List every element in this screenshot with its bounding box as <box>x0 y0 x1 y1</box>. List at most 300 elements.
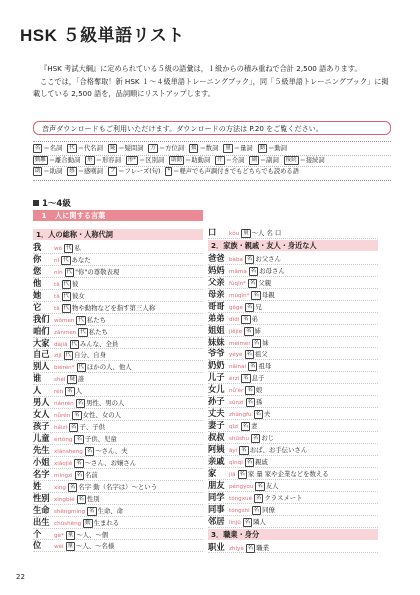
pos-tag: 介 <box>217 156 223 163</box>
pos-tag: 副 <box>251 156 257 163</box>
word: 她 <box>33 289 42 300</box>
word-list <box>33 242 203 552</box>
legend-label: ＝助詞 <box>43 168 63 175</box>
pinyin: nín <box>54 269 63 276</box>
pos-tag: 名 <box>247 387 253 394</box>
legend-label: ＝介詞 <box>225 156 245 164</box>
pos-tag: 名 <box>253 506 260 513</box>
pos-tag: 名 <box>239 470 245 477</box>
word-row <box>33 517 203 529</box>
word: 先生 <box>33 444 50 455</box>
meaning: 父親 <box>258 278 272 287</box>
pos-tag: 名 <box>247 399 253 406</box>
word: 同事 <box>208 503 225 514</box>
page-number: 22 <box>16 573 25 581</box>
meaning: 職業 <box>256 543 269 552</box>
word: 我 <box>33 242 42 252</box>
word-row <box>33 326 203 338</box>
word-row <box>33 409 203 421</box>
word-row <box>208 516 378 528</box>
legend-item <box>67 168 103 175</box>
pinyin: dàjiā <box>54 341 68 348</box>
word-row <box>33 373 203 385</box>
pinyin: nǐ <box>54 257 60 264</box>
pos-tag: 名 <box>78 495 84 502</box>
meaning: 友人 <box>265 481 279 490</box>
word-row <box>33 302 203 314</box>
pos-tag: 助 <box>35 168 41 174</box>
pinyin: míngzi <box>54 472 73 479</box>
legend-label: ＝軽声でも声調付きでもどちらでも読める語 <box>173 168 300 175</box>
word: 女人 <box>33 409 50 420</box>
word-row <box>208 384 378 396</box>
word: 朋友 <box>208 479 225 490</box>
word: 亲戚 <box>208 455 225 466</box>
legend-item <box>33 157 80 164</box>
word: 位 <box>33 540 42 551</box>
word: 它 <box>33 301 42 312</box>
pos-tag: 疑 <box>109 145 116 151</box>
word: 妹妹 <box>208 336 225 347</box>
word: 自己 <box>33 349 50 360</box>
word-list <box>208 542 378 554</box>
word: 职业 <box>208 541 225 552</box>
category-number: 1 <box>41 211 47 220</box>
word-row <box>208 480 378 492</box>
category-band <box>33 210 203 221</box>
pinyin: xiǎojiě <box>54 460 73 467</box>
legend-label: ＝助動詞 <box>184 156 211 164</box>
meaning: 子、子供 <box>79 423 105 432</box>
pos-tag: 量 <box>67 543 73 550</box>
word: 妈妈 <box>208 264 225 275</box>
pos-tag: 助動 <box>171 156 182 163</box>
pos-tag: 名 <box>246 327 252 334</box>
meaning: 姉 <box>254 326 261 335</box>
pos-tag: 動 <box>85 519 91 526</box>
pos-tag: 名 <box>244 518 251 525</box>
pinyin: shēngmìng <box>54 508 86 515</box>
word-row <box>33 338 203 350</box>
legend-label: ＝副詞 <box>259 156 279 164</box>
word-row <box>33 529 203 541</box>
pinyin: nǚ'ér <box>229 388 244 395</box>
pinyin: gè* <box>54 532 64 539</box>
meaning: 娘 <box>255 386 263 395</box>
pos-tag: 代 <box>66 268 73 275</box>
pinyin: biérén* <box>54 365 75 372</box>
word: 小姐 <box>33 456 50 467</box>
pos-tag: 形* <box>127 156 136 163</box>
pinyin: mèimei <box>229 340 250 347</box>
meaning: 私たち <box>86 315 107 324</box>
pinyin: shūshu <box>229 436 250 442</box>
word: 家 <box>208 467 217 478</box>
meaning: ～さん、お嬢さん <box>84 458 137 467</box>
word: 他 <box>33 277 42 288</box>
pinyin: zánmen <box>54 329 77 336</box>
pos-tag: 名 <box>253 291 259 298</box>
word: 出生 <box>33 516 50 527</box>
meaning: 私たち <box>88 327 108 336</box>
pinyin: nǎinai <box>229 364 247 371</box>
subsection-header: 3．職業・身分 <box>208 529 378 540</box>
pinyin: tā <box>54 305 60 312</box>
legend-label: ＝動詞 <box>268 145 287 152</box>
meaning: クラスメート <box>264 493 303 502</box>
legend-item <box>85 157 121 164</box>
pos-tag: 代 <box>65 352 72 359</box>
meaning: 人 <box>75 387 82 396</box>
word: 您 <box>33 265 42 276</box>
pos-tag: 名 <box>253 435 259 441</box>
pinyin: jiějie <box>229 328 243 335</box>
pos-tag: 疑 <box>69 376 75 383</box>
word-row <box>33 314 203 326</box>
word-row <box>208 492 378 504</box>
pos-tag: 名 <box>76 459 82 466</box>
pos-tag: 名 <box>241 446 247 453</box>
pinyin: āyí <box>229 447 238 454</box>
pos-tag: 名 <box>71 424 77 431</box>
pos-tag: 名 <box>249 279 256 286</box>
pinyin: tā <box>54 293 60 300</box>
legend-item <box>126 157 164 164</box>
legend-item <box>215 157 244 164</box>
pinyin: jiā <box>229 471 236 478</box>
word-row <box>33 349 203 361</box>
word-row <box>208 289 378 301</box>
word-row <box>33 433 203 445</box>
pos-tag: 代 <box>80 328 86 335</box>
right-column <box>208 227 378 553</box>
pinyin: dìdi <box>229 316 240 323</box>
meaning: 誰 <box>77 375 85 384</box>
word: 名字 <box>33 468 50 479</box>
word-row <box>208 432 378 444</box>
word: 性别 <box>33 492 50 503</box>
meaning: 兄 <box>255 302 262 311</box>
pos-tag: 名 <box>247 544 254 551</box>
legend-label: ＝数詞 <box>199 145 219 152</box>
word-row <box>33 445 203 457</box>
pos-tag: 名 <box>253 339 260 346</box>
legend-label: ＝量詞 <box>233 145 253 152</box>
word: 丈夫 <box>208 408 225 419</box>
pos-tag: 代 <box>69 145 75 151</box>
legend-item <box>258 145 287 152</box>
word: 口 <box>208 227 217 237</box>
pos-tag: 名 <box>76 436 82 442</box>
meaning: お父さん <box>255 254 281 263</box>
word-row <box>208 277 378 289</box>
word: 阿姨 <box>208 443 225 454</box>
word-row <box>208 313 378 325</box>
meaning: 息子 <box>251 374 265 383</box>
word-row <box>33 505 203 517</box>
pos-tag: 名 <box>255 411 261 418</box>
word: 孩子 <box>33 421 50 432</box>
word-list <box>208 227 378 239</box>
legend-item <box>33 145 62 152</box>
pos-tag: 形 <box>87 156 93 163</box>
intro-paragraph: 『HSK 考試大綱』に定められている５級の語彙は，１級からの積み重ねで合計 2,500 語あります。 <box>40 64 362 73</box>
word: 叔叔 <box>208 432 225 442</box>
pos-tag: 名 <box>246 255 253 262</box>
pos-tag: 名 <box>76 471 82 478</box>
legend-item <box>148 145 184 152</box>
legend-label: ＝名詞 <box>43 145 63 152</box>
pinyin: háizi <box>54 425 68 432</box>
pinyin: shéi <box>54 377 66 384</box>
word-row <box>208 542 378 554</box>
pos-tag: 名 <box>86 447 93 454</box>
pos-tag: 代 <box>78 364 84 371</box>
word-row <box>208 408 378 420</box>
legend-row <box>33 144 391 156</box>
word: 大家 <box>33 337 50 348</box>
pinyin: sūnzi <box>229 400 244 407</box>
legend-item <box>189 145 218 152</box>
pos-tag: 名 <box>67 388 73 395</box>
meaning: 家 量 家や企業などを数える <box>247 469 329 478</box>
pinyin: chūshēng <box>54 520 82 527</box>
section-title-label: 1～4級 <box>42 199 71 209</box>
word: 生命 <box>33 504 50 515</box>
pinyin: mǔqīn* <box>229 292 250 299</box>
word-row <box>208 337 378 349</box>
pos-tag: 動 <box>259 145 266 151</box>
meaning: ～人、～個 <box>76 530 109 539</box>
meaning: 性別 <box>86 494 100 503</box>
pinyin: línjū <box>229 519 241 526</box>
pos-tag: 名 <box>250 363 256 370</box>
word: 弟弟 <box>208 312 225 323</box>
word-row <box>208 253 378 265</box>
meaning: 子供、児童 <box>84 435 117 443</box>
word-row <box>33 421 203 433</box>
pos-tag: 数 <box>191 145 197 151</box>
word: 父亲 <box>208 276 225 287</box>
pos-tag: 代 <box>71 340 77 347</box>
pos-tag: 名 <box>69 483 76 490</box>
pos-tag: 代 <box>63 292 70 299</box>
pinyin: zhíyè <box>229 545 244 552</box>
pinyin: zhàngfu <box>229 412 252 419</box>
word-row <box>208 444 378 456</box>
pos-tag: 名 <box>250 267 257 274</box>
meaning: みんな、全員 <box>79 339 119 348</box>
legend-label: ＝区別詞 <box>138 156 165 164</box>
pinyin: tóngshì <box>229 507 250 514</box>
pinyin: péngyou <box>229 483 254 490</box>
meaning: ～人 名 口 <box>251 229 282 237</box>
word-row <box>33 254 203 266</box>
word-row <box>208 227 378 239</box>
meaning: 彼 <box>72 279 79 288</box>
word-row <box>33 242 203 254</box>
legend-label: ＝フレーズ(句) <box>118 168 161 175</box>
pinyin: wǒ <box>54 246 62 252</box>
word: 爸爸 <box>208 252 225 263</box>
pos-tag: 量 <box>67 531 74 538</box>
legend-row <box>33 167 391 178</box>
meaning: ほかの人、他人 <box>86 363 132 372</box>
pinyin: fùqīn* <box>229 280 246 287</box>
legend-item <box>108 168 161 175</box>
pos-tag: * <box>167 168 171 174</box>
meaning: 男性、男の人 <box>86 399 125 408</box>
meaning: ～さん、夫 <box>95 446 128 455</box>
word-row <box>208 456 378 468</box>
meaning: 同僚 <box>262 505 275 514</box>
left-column <box>33 228 203 552</box>
pos-tag: 量 <box>225 145 231 151</box>
meaning: あなた <box>71 255 91 264</box>
word-row <box>208 325 378 337</box>
pos-tag: 名 <box>246 303 253 310</box>
word: 孙子 <box>208 396 225 407</box>
meaning: 妹 <box>262 338 269 347</box>
pinyin: bàba <box>229 256 243 263</box>
pinyin: qīzi <box>229 424 239 431</box>
meaning: 夫 <box>263 410 271 419</box>
word: 邻居 <box>208 515 225 526</box>
pos-tag: 名 <box>77 400 84 407</box>
pos-tag: 動離 <box>35 156 46 163</box>
legend-item <box>249 157 278 164</box>
word-row <box>208 504 378 516</box>
pos-tag: フ <box>109 168 116 174</box>
pinyin: zìjǐ <box>54 353 62 360</box>
meaning: 自分、自身 <box>74 351 106 360</box>
meaning: 孫 <box>255 398 263 407</box>
word: 男人 <box>33 397 50 408</box>
pos-tag: 感 <box>69 168 75 174</box>
legend-item <box>284 157 325 164</box>
pinyin: wǒmen <box>54 317 75 324</box>
word: 妻子 <box>208 420 225 431</box>
word-row <box>33 481 203 493</box>
pos-tag: 名 <box>89 507 95 514</box>
word-row <box>33 278 203 290</box>
pinyin: xìng <box>54 484 66 491</box>
pinyin: tā <box>54 281 60 288</box>
pos-tag: 代 <box>63 304 70 311</box>
pos-tag: 名 <box>242 423 249 430</box>
word: 你 <box>33 253 42 264</box>
pinyin: qīnqi <box>229 459 243 466</box>
legend-item <box>67 145 103 152</box>
intro-text <box>33 63 393 101</box>
word: 儿童 <box>33 433 50 443</box>
legend-label: ＝形容詞 <box>95 156 121 164</box>
word: 人 <box>33 385 42 396</box>
meaning: 生まれる <box>93 518 120 527</box>
pos-legend <box>33 141 391 181</box>
word: 奶奶 <box>208 360 225 371</box>
legend-item <box>33 168 62 175</box>
word: 母亲 <box>208 288 225 299</box>
meaning: おじ <box>261 434 275 442</box>
word: 个 <box>33 528 42 539</box>
legend-item <box>165 168 299 175</box>
meaning: 妻 <box>251 422 258 431</box>
pinyin: xìngbié <box>54 496 75 503</box>
meaning: 隣人 <box>253 517 266 526</box>
word: 姐姐 <box>208 324 225 335</box>
meaning: 祖父 <box>254 350 268 359</box>
word-row <box>208 396 378 408</box>
audio-note: 音声ダウンロードもご利用いただけます。ダウンロードの方法は P.20 をご覧ください。 <box>33 121 391 135</box>
word: 别人 <box>33 361 50 372</box>
word-row <box>33 493 203 505</box>
word-row <box>33 361 203 373</box>
pinyin: yéye <box>229 352 243 359</box>
legend-item <box>169 157 210 164</box>
word-row <box>33 469 203 481</box>
pinyin: māma <box>229 268 247 275</box>
pos-tag: 名 <box>246 351 252 358</box>
word-row <box>33 266 203 278</box>
word: 咱们 <box>33 325 50 336</box>
pinyin: xiānsheng <box>54 448 83 455</box>
subsection-header: 2．家族・親戚・友人・身近な人 <box>208 240 378 251</box>
meaning: 物や動物などを指す第三人称 <box>72 303 156 312</box>
word-row <box>208 420 378 432</box>
word-list <box>208 253 378 528</box>
word: 同学 <box>208 491 225 502</box>
word: 爷爷 <box>208 348 225 359</box>
pos-tag: 量 <box>243 230 249 236</box>
pos-tag: 方 <box>150 145 156 151</box>
meaning: 彼女 <box>72 291 85 300</box>
meaning: 祖母 <box>258 362 272 371</box>
subsection-header: 1．人の総称・人称代詞 <box>33 229 203 240</box>
pos-tag: 名 <box>74 412 80 419</box>
pos-tag: 名 <box>35 145 41 151</box>
legend-label: ＝方位詞 <box>158 145 185 152</box>
pinyin: rén <box>54 389 64 396</box>
pos-tag: 名 <box>243 315 249 322</box>
pos-tag: 名 <box>243 375 249 382</box>
legend-item <box>108 145 144 152</box>
meaning: 名字 動（名字は）～という <box>78 482 158 491</box>
word-row <box>208 301 378 313</box>
word-row <box>208 265 378 277</box>
legend-label: ＝代名詞 <box>77 145 103 152</box>
meaning: 女性、女の人 <box>82 411 122 420</box>
word-row <box>33 397 203 409</box>
word-row <box>33 290 203 302</box>
pos-tag: 代 <box>78 316 84 323</box>
pos-tag: 代 <box>66 245 72 251</box>
pinyin: érzi <box>229 376 240 383</box>
word: 我们 <box>33 313 50 324</box>
pinyin: gēge <box>229 304 243 311</box>
meaning: 弟 <box>251 314 259 323</box>
intro-paragraph: ここでは，「合格奪取！新 HSK １～４級単語トレーニングブック」，同「５級単語トレーニングブック」に掲載している 2,500 語を，品詞順にリストアップします。 <box>33 76 389 98</box>
meaning: 親戚 <box>255 457 268 466</box>
legend-label: ＝感嘆詞 <box>77 168 103 175</box>
word-row <box>208 372 378 384</box>
legend-item <box>223 145 252 152</box>
pinyin: kǒu <box>229 231 240 237</box>
pos-tag: 名 <box>256 494 262 501</box>
word: 谁 <box>33 373 42 384</box>
word: 姓 <box>33 480 42 491</box>
square-icon <box>33 200 39 206</box>
